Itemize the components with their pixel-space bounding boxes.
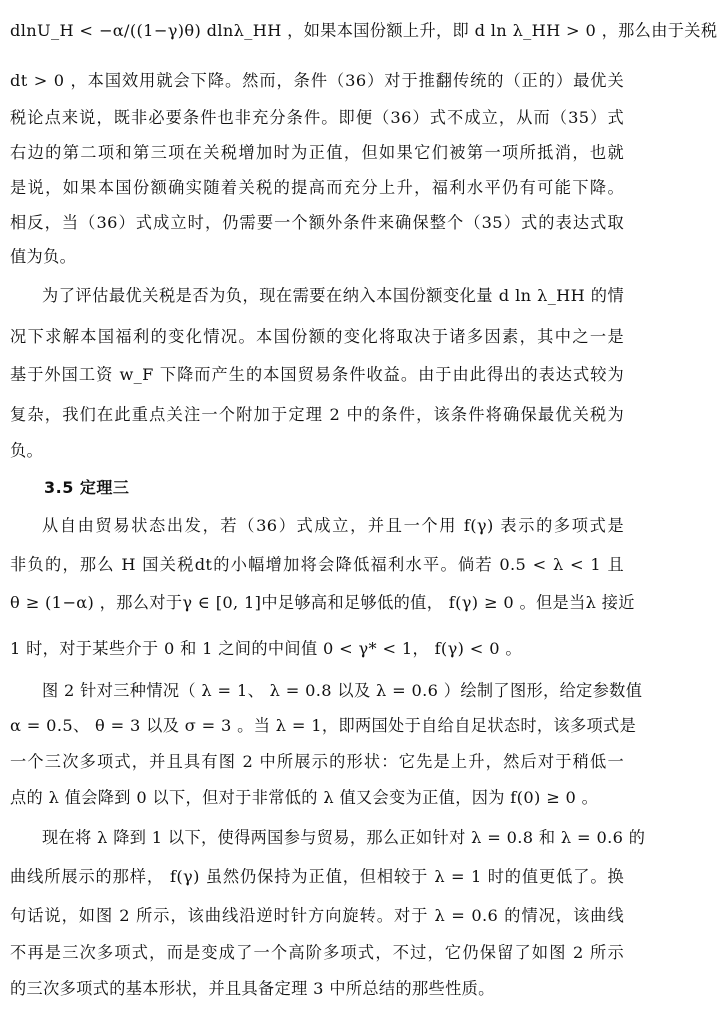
text-line-19: 一个三次多项式，并且具有图 2 中所展示的形状：它先是上升，然后对于稍低一 — [10, 752, 624, 771]
text-line-25: 的三次多项式的基本形状，并且具备定理 3 中所总结的那些性质。 — [10, 979, 495, 998]
text-line-7: 值为负。 — [10, 247, 77, 266]
text-line-4: 右边的第二项和第三项在关税增加时为正值，但如果它们被第一项所抵消，也就 — [10, 143, 624, 162]
text-line-14: 非负的，那么 H 国关税dt的小幅增加将会降低福利水平。倘若 0.5 < λ < 1 且 — [10, 555, 624, 574]
text-line-1: dlnU_H < −α/((1−γ)θ) dlnλ_HH ，如果本国份额上升，即 d ln λ_HH > 0 ，那么由于关税 — [10, 21, 717, 40]
text-line-17: 图 2 针对三种情况（ λ = 1、 λ = 0.8 以及 λ = 0.6 ）绘制了图形，给定参数值 — [42, 681, 643, 700]
text-line-6: 相反，当（36）式成立时，仍需要一个额外条件来确保整个（35）式的表达式取 — [10, 213, 624, 232]
text-line-20: 点的 λ 值会降到 0 以下，但对于非常低的 λ 值又会变为正值，因为 f(0) ≥ 0 。 — [10, 788, 599, 807]
text-line-2: dt > 0 ，本国效用就会下降。然而，条件（36）对于推翻传统的（正的）最优关 — [10, 71, 624, 90]
text-line-16: 1 时，对于某些介于 0 和 1 之间的中间值 0 < γ* < 1， f(γ) < 0 。 — [10, 639, 522, 658]
text-line-23: 句话说，如图 2 所示，该曲线沿逆时针方向旋转。对于 λ = 0.6 的情况，该曲线 — [10, 906, 624, 925]
text-line-3: 税论点来说，既非必要条件也非充分条件。即便（36）式不成立，从而（35）式 — [10, 108, 624, 127]
text-line-5: 是说，如果本国份额确实随着关税的提高而充分上升，福利水平仍有可能下降。 — [10, 178, 624, 197]
text-line-8: 为了评估最优关税是否为负，现在需要在纳入本国份额变化量 d ln λ_HH 的情 — [42, 286, 624, 305]
text-line-13: 从自由贸易状态出发，若（36）式成立，并且一个用 f(γ) 表示的多项式是 — [42, 516, 624, 535]
text-line-24: 不再是三次多项式，而是变成了一个高阶多项式，不过，它仍保留了如图 2 所示 — [10, 943, 624, 962]
text-line-15: θ ≥ (1−α) ，那么对于γ ∈ [0, 1]中足够高和足够低的值， f(γ) ≥ 0 。但是当λ 接近 — [10, 593, 635, 612]
text-line-10: 基于外国工资 w_F 下降而产生的本国贸易条件收益。由于由此得出的表达式较为 — [10, 365, 624, 384]
section-heading: 3.5 定理三 — [44, 478, 130, 497]
text-line-18: α = 0.5、 θ = 3 以及 σ = 3 。当 λ = 1，即两国处于自给自足状态时，该多项式是 — [10, 716, 637, 735]
text-line-22: 曲线所展示的那样， f(γ) 虽然仍保持为正值，但相较于 λ = 1 时的值更低了。换 — [10, 867, 624, 886]
text-line-21: 现在将 λ 降到 1 以下，使得两国参与贸易，那么正如针对 λ = 0.8 和 λ = 0.6 的 — [42, 828, 646, 847]
text-line-12: 负。 — [10, 441, 44, 460]
text-line-11: 复杂，我们在此重点关注一个附加于定理 2 中的条件，该条件将确保最优关税为 — [10, 405, 624, 424]
text-line-9: 况下求解本国福利的变化情况。本国份额的变化将取决于诸多因素，其中之一是 — [10, 327, 624, 346]
